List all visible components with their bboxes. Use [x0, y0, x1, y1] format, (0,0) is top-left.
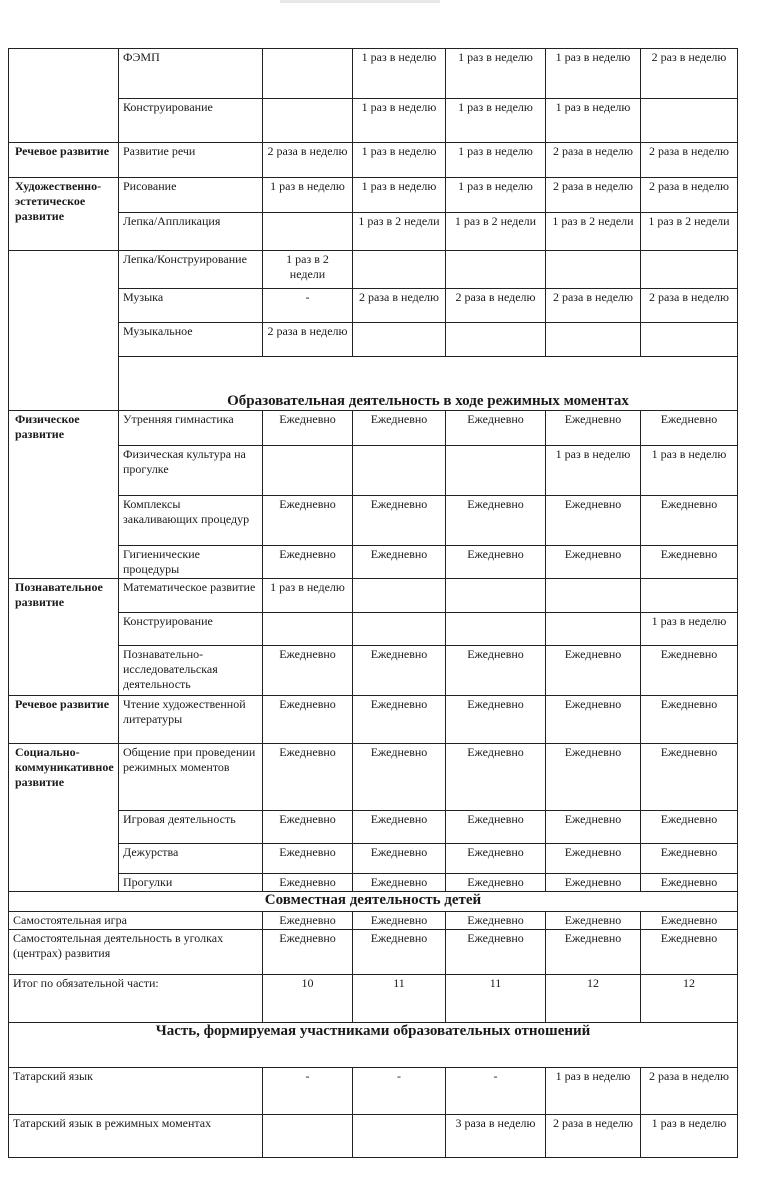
frequency-cell: Ежедневно — [446, 411, 546, 446]
frequency-cell: 1 раз в 2 недели — [546, 213, 641, 251]
frequency-cell: 11 — [446, 975, 546, 1023]
table-row — [9, 289, 738, 323]
frequency-cell: 2 раза в неделю — [641, 143, 738, 178]
area-cell: Художественно-эстетическое развитие — [9, 178, 119, 251]
frequency-cell: Ежедневно — [641, 546, 738, 579]
table-row — [9, 251, 738, 289]
table-row — [9, 1115, 738, 1158]
frequency-cell: 12 — [546, 975, 641, 1023]
frequency-cell — [641, 323, 738, 357]
section-header-row — [9, 892, 738, 912]
frequency-cell: 2 раза в неделю — [641, 289, 738, 323]
frequency-cell — [546, 251, 641, 289]
frequency-cell — [546, 579, 641, 613]
section-header: Образовательная деятельность в ходе режимных моментах — [119, 357, 738, 411]
table-row — [9, 579, 738, 613]
frequency-cell: Ежедневно — [641, 646, 738, 696]
area-cell: Познавательное развитие — [9, 579, 119, 696]
table-row — [9, 446, 738, 496]
frequency-cell — [263, 213, 353, 251]
table-row — [9, 213, 738, 251]
table-row — [9, 1068, 738, 1115]
frequency-cell: Ежедневно — [446, 912, 546, 930]
frequency-cell: 2 раза в неделю — [353, 289, 446, 323]
frequency-cell: 2 раза в неделю — [641, 178, 738, 213]
activity-cell: Физическая культура на прогулке — [119, 446, 263, 496]
frequency-cell: 1 раз в неделю — [641, 613, 738, 646]
frequency-cell: 2 раза в неделю — [546, 143, 641, 178]
frequency-cell: Ежедневно — [263, 912, 353, 930]
frequency-cell: Ежедневно — [641, 930, 738, 975]
frequency-cell: Ежедневно — [641, 411, 738, 446]
frequency-cell — [446, 323, 546, 357]
curriculum-table — [8, 48, 738, 1158]
frequency-cell — [641, 99, 738, 143]
frequency-cell: Ежедневно — [546, 411, 641, 446]
frequency-cell: Ежедневно — [546, 912, 641, 930]
activity-cell: Дежурства — [119, 844, 263, 874]
frequency-cell: Ежедневно — [353, 546, 446, 579]
frequency-cell: Ежедневно — [446, 930, 546, 975]
frequency-cell: Ежедневно — [546, 496, 641, 546]
frequency-cell — [641, 251, 738, 289]
activity-cell: Математическое развитие — [119, 579, 263, 613]
frequency-cell — [446, 579, 546, 613]
activity-cell: Самостоятельная игра — [9, 912, 263, 930]
frequency-cell — [353, 579, 446, 613]
frequency-cell: Ежедневно — [263, 411, 353, 446]
table-row — [9, 143, 738, 178]
frequency-cell: 3 раза в неделю — [446, 1115, 546, 1158]
frequency-cell — [263, 99, 353, 143]
frequency-cell: Ежедневно — [353, 696, 446, 744]
frequency-cell: Ежедневно — [641, 874, 738, 892]
frequency-cell: Ежедневно — [446, 646, 546, 696]
frequency-cell — [546, 613, 641, 646]
activity-cell: Татарский язык в режимных моментах — [9, 1115, 263, 1158]
table-row — [9, 811, 738, 844]
frequency-cell: Ежедневно — [353, 646, 446, 696]
frequency-cell — [446, 446, 546, 496]
frequency-cell: Ежедневно — [446, 811, 546, 844]
activity-cell: Музыкальное — [119, 323, 263, 357]
frequency-cell: Ежедневно — [446, 744, 546, 811]
table-row — [9, 613, 738, 646]
table-row — [9, 411, 738, 446]
frequency-cell: Ежедневно — [546, 546, 641, 579]
table-row — [9, 546, 738, 579]
frequency-cell: Ежедневно — [353, 930, 446, 975]
table-row — [9, 930, 738, 975]
frequency-cell: 1 раз в неделю — [446, 99, 546, 143]
frequency-cell: Ежедневно — [546, 874, 641, 892]
frequency-cell: Ежедневно — [263, 930, 353, 975]
table-row — [9, 646, 738, 696]
frequency-cell — [353, 613, 446, 646]
frequency-cell: 2 раза в неделю — [263, 143, 353, 178]
frequency-cell: 10 — [263, 975, 353, 1023]
area-cell: Социально-коммуникативное развитие — [9, 744, 119, 892]
frequency-cell: Ежедневно — [263, 811, 353, 844]
frequency-cell: 2 раза в неделю — [546, 1115, 641, 1158]
frequency-cell: Ежедневно — [641, 811, 738, 844]
frequency-cell: - — [263, 289, 353, 323]
frequency-cell: Ежедневно — [546, 744, 641, 811]
frequency-cell: Ежедневно — [263, 844, 353, 874]
frequency-cell: 1 раз в 2 недели — [446, 213, 546, 251]
frequency-cell: 1 раз в 2 недели — [353, 213, 446, 251]
frequency-cell: 12 — [641, 975, 738, 1023]
frequency-cell: Ежедневно — [446, 874, 546, 892]
frequency-cell — [353, 1115, 446, 1158]
frequency-cell: - — [263, 1068, 353, 1115]
frequency-cell: Ежедневно — [353, 844, 446, 874]
frequency-cell: 1 раз в неделю — [353, 143, 446, 178]
table-row — [9, 874, 738, 892]
frequency-cell: 2 раза в неделю — [446, 289, 546, 323]
section-header-row — [9, 1023, 738, 1068]
section-header-row — [9, 357, 738, 411]
frequency-cell — [353, 323, 446, 357]
frequency-cell: 1 раз в неделю — [353, 99, 446, 143]
frequency-cell: 11 — [353, 975, 446, 1023]
frequency-cell: 1 раз в неделю — [446, 49, 546, 99]
table-row — [9, 323, 738, 357]
frequency-cell: Ежедневно — [546, 646, 641, 696]
activity-cell: Утренняя гимнастика — [119, 411, 263, 446]
activity-cell: Конструирование — [119, 613, 263, 646]
frequency-cell: 1 раз в неделю — [446, 178, 546, 213]
table-row — [9, 696, 738, 744]
frequency-cell — [641, 579, 738, 613]
table-row — [9, 844, 738, 874]
table-row — [9, 49, 738, 99]
area-cell: Речевое развитие — [9, 143, 119, 178]
frequency-cell: Ежедневно — [353, 912, 446, 930]
frequency-cell: Ежедневно — [353, 811, 446, 844]
frequency-cell: 2 раза в неделю — [263, 323, 353, 357]
activity-cell: Татарский язык — [9, 1068, 263, 1115]
area-cell: Речевое развитие — [9, 696, 119, 744]
frequency-cell: Ежедневно — [263, 546, 353, 579]
activity-cell: Развитие речи — [119, 143, 263, 178]
frequency-cell: 1 раз в неделю — [546, 49, 641, 99]
frequency-cell: Ежедневно — [263, 874, 353, 892]
frequency-cell: Ежедневно — [546, 696, 641, 744]
frequency-cell: Ежедневно — [263, 696, 353, 744]
table-row — [9, 178, 738, 213]
frequency-cell: Ежедневно — [353, 744, 446, 811]
activity-cell: Итог по обязательной части: — [9, 975, 263, 1023]
activity-cell: Комплексы закаливающих процедур — [119, 496, 263, 546]
table-row — [9, 496, 738, 546]
frequency-cell — [263, 1115, 353, 1158]
frequency-cell: Ежедневно — [641, 912, 738, 930]
frequency-cell: Ежедневно — [546, 844, 641, 874]
frequency-cell: 1 раз в неделю — [546, 1068, 641, 1115]
frequency-cell — [353, 446, 446, 496]
frequency-cell: Ежедневно — [353, 496, 446, 546]
activity-cell: Познавательно-исследовательская деятельность — [119, 646, 263, 696]
frequency-cell: 1 раз в неделю — [641, 446, 738, 496]
activity-cell: Общение при проведении режимных моментов — [119, 744, 263, 811]
section-header: Совместная деятельность детей — [9, 892, 738, 912]
frequency-cell: 2 раза в неделю — [546, 289, 641, 323]
table-row — [9, 912, 738, 930]
frequency-cell — [446, 613, 546, 646]
activity-cell: Самостоятельная деятельность в уголках (центрах) развития — [9, 930, 263, 975]
activity-cell: Лепка/Конструирование — [119, 251, 263, 289]
frequency-cell: 1 раз в неделю — [263, 178, 353, 213]
frequency-cell — [446, 251, 546, 289]
frequency-cell: Ежедневно — [546, 930, 641, 975]
frequency-cell: Ежедневно — [641, 696, 738, 744]
area-cell: Физическое развитие — [9, 411, 119, 579]
activity-cell: Конструирование — [119, 99, 263, 143]
frequency-cell — [546, 323, 641, 357]
frequency-cell: Ежедневно — [446, 496, 546, 546]
frequency-cell: Ежедневно — [546, 811, 641, 844]
frequency-cell — [263, 613, 353, 646]
table-row — [9, 744, 738, 811]
frequency-cell: Ежедневно — [446, 844, 546, 874]
frequency-cell: Ежедневно — [263, 744, 353, 811]
activity-cell: Игровая деятельность — [119, 811, 263, 844]
frequency-cell: Ежедневно — [641, 496, 738, 546]
activity-cell: Чтение художественной литературы — [119, 696, 263, 744]
frequency-cell: 1 раз в 2 недели — [263, 251, 353, 289]
scan-artifact — [280, 0, 440, 3]
frequency-cell: 1 раз в неделю — [641, 1115, 738, 1158]
frequency-cell: 1 раз в неделю — [546, 446, 641, 496]
table-row — [9, 975, 738, 1023]
frequency-cell: Ежедневно — [641, 844, 738, 874]
frequency-cell: Ежедневно — [263, 496, 353, 546]
frequency-cell: Ежедневно — [353, 411, 446, 446]
frequency-cell: 2 раз в неделю — [641, 49, 738, 99]
activity-cell: Прогулки — [119, 874, 263, 892]
activity-cell: Музыка — [119, 289, 263, 323]
frequency-cell — [263, 446, 353, 496]
activity-cell: Лепка/Аппликация — [119, 213, 263, 251]
frequency-cell: Ежедневно — [353, 874, 446, 892]
frequency-cell: Ежедневно — [641, 744, 738, 811]
frequency-cell: 2 раза в неделю — [546, 178, 641, 213]
table-row — [9, 99, 738, 143]
frequency-cell: 2 раза в неделю — [641, 1068, 738, 1115]
frequency-cell: 1 раз в неделю — [353, 49, 446, 99]
frequency-cell: - — [353, 1068, 446, 1115]
frequency-cell: 1 раз в 2 недели — [641, 213, 738, 251]
frequency-cell: 1 раз в неделю — [353, 178, 446, 213]
frequency-cell — [263, 49, 353, 99]
area-cell — [9, 251, 119, 411]
frequency-cell — [353, 251, 446, 289]
frequency-cell: 1 раз в неделю — [263, 579, 353, 613]
frequency-cell: 1 раз в неделю — [546, 99, 641, 143]
activity-cell: Гигиенические процедуры — [119, 546, 263, 579]
frequency-cell: Ежедневно — [263, 646, 353, 696]
area-cell — [9, 49, 119, 143]
activity-cell: Рисование — [119, 178, 263, 213]
frequency-cell: - — [446, 1068, 546, 1115]
frequency-cell: Ежедневно — [446, 546, 546, 579]
activity-cell: ФЭМП — [119, 49, 263, 99]
section-header: Часть, формируемая участниками образовательных отношений — [9, 1023, 738, 1068]
frequency-cell: Ежедневно — [446, 696, 546, 744]
frequency-cell: 1 раз в неделю — [446, 143, 546, 178]
